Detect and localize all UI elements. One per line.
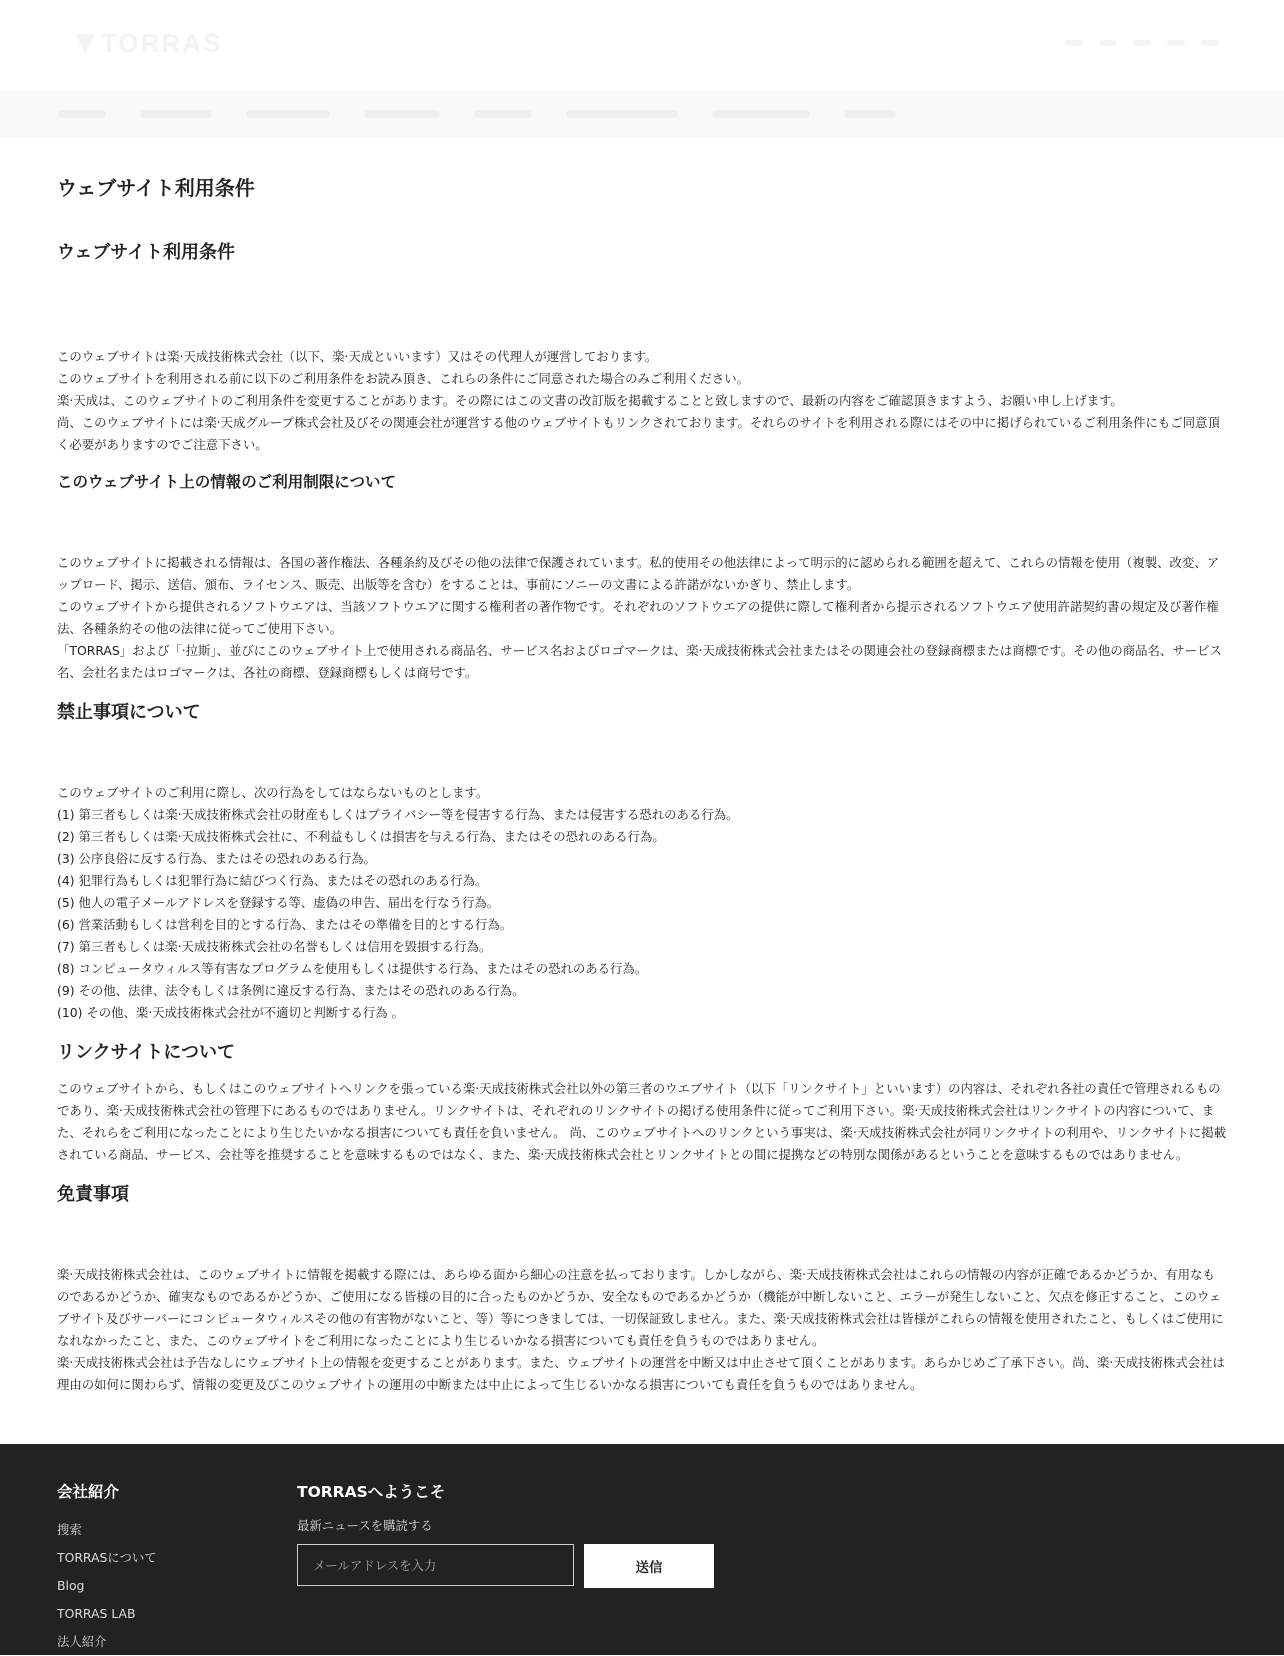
footer-link-about[interactable]: TORRASについて <box>57 1550 157 1565</box>
disclaimer-paragraph: 楽‧天成技術株式会社は、このウェブサイトに情報を掲載する際には、あらゆる面から細心の注意を払っております。しかしながら、楽‧天成技術株式会社はこれらの情報の内容が正確であるかどうか、有用なものであるかどうか、確実なものであるかどうか、ご使用になる皆様の目的に合ったものかどうか、安全なものであるかどうか（機能が中断しないこと、エラーが発生しないこと、欠点を修正すること、このウェブサイト及びサーバーにコンピュータウィルスその他の有害物がないこと、等）等につきましては、一切保証致しません。また、楽‧天成技術株式会社は皆様がこれらの情報を使用されたこと、もしくはご使用になれなかったこと、また、このウェブサイトをご利用になったことにより生じるいかなる損害についても責任を負うものではありません。 <box>57 1267 1224 1348</box>
terms-content <box>0 138 1284 1396</box>
nav-item[interactable] <box>246 110 330 118</box>
nav-item[interactable] <box>474 110 532 118</box>
footer-link-blog[interactable]: Blog <box>57 1578 85 1593</box>
intro-paragraph: 楽‧天成は、このウェブサイトのご利用条件を変更することがあります。その際にはこの文書の改訂版を掲載することと致しますので、最新の内容をご確認頂きますよう、お願い申し上げます。 <box>57 393 1123 408</box>
disclaimer-paragraph: 楽‧天成技術株式会社は予告なしにウェブサイト上の情報を変更することがあります。また、ウェブサイトの運営を中断又は中止させて頂くことがあります。あらかじめご了承下さい。尚、楽‧天成技術株式会社は理由の如何に関わらず、情報の変更及びこのウェブサイトの運用の中断または中止によって生じるいかなる損害についても責任を負うものではありません。 <box>57 1355 1225 1392</box>
prohibited-item: (3) 公序良俗に反する行為、またはその恐れのある行為。 <box>57 851 376 866</box>
site-header <box>0 0 1284 90</box>
section-title-usage: このウェブサイト上の情報のご利用制限について <box>57 473 396 491</box>
intro-paragraph: このウェブサイトを利用される前に以下のご利用条件をお読み頂き、これらの条件にご同意された場合のみご利用ください。 <box>57 371 750 386</box>
prohibited-item: (6) 営業活動もしくは営利を目的とする行為、またはその準備を目的とする行為。 <box>57 917 513 932</box>
footer-company-column <box>57 1480 157 1656</box>
prohibited-item: (5) 他人の電子メールアドレスを登録する等、虚偽の申告、届出を行なう行為。 <box>57 895 500 910</box>
email-input[interactable] <box>297 1544 574 1586</box>
nav-item[interactable] <box>844 110 896 118</box>
page-title: ウェブサイト利用条件 <box>57 176 255 200</box>
section-title-terms: ウェブサイト利用条件 <box>57 242 236 263</box>
nav-item[interactable] <box>58 110 106 118</box>
nav-item[interactable] <box>566 110 678 118</box>
links-paragraph: このウェブサイトから、もしくはこのウェブサイトへリンクを張っている楽‧天成技術株式会社以外の第三者のウエブサイト（以下「リンクサイト」といいます）の内容は、それぞれ各社の責任で管理されるものであり、楽‧天成技術株式会社の管理下にあるものではありません。リンクサイトは、それぞれのリンクサイトの掲げる使用条件に従ってご利用下さい。楽‧天成技術株式会社はリンクサイトの内容について、また、それらをご利用になったことにより生じたいかなる損害についても責任を負いません。 尚、このウェブサイトへのリンクという事実は、楽‧天成技術株式会社が同リンクサイトの利用や、リンクサイトに掲載されている商品、サービス、会社等を推奨することを意味するものではなく、また、楽‧天成技術株式会社とリンクサイトとの間に提携などの特別な関係があるということを意味するものではありません。 <box>57 1081 1226 1162</box>
site-logo[interactable] <box>75 28 222 59</box>
logo-mark-icon <box>75 34 95 54</box>
footer-link-lab[interactable]: TORRAS LAB <box>57 1606 136 1621</box>
subscribe-form <box>297 1544 714 1588</box>
section-title-disclaimer: 免責事項 <box>57 1184 129 1205</box>
main-nav <box>0 90 1284 138</box>
prohibited-item: (4) 犯罪行為もしくは犯罪行為に結びつく行為、またはその恐れのある行為。 <box>57 873 488 888</box>
logo-text: TORRAS <box>101 28 223 58</box>
menu-icon[interactable] <box>1201 40 1219 46</box>
prohibited-item: (1) 第三者もしくは楽‧天成技術株式会社の財産もしくはプライバシー等を侵害する行為、または侵害する恐れのある行為。 <box>57 807 739 822</box>
nav-item[interactable] <box>712 110 810 118</box>
footer-newsletter <box>297 1480 714 1588</box>
nav-item[interactable] <box>364 110 440 118</box>
prohibited-item: (10) その他、楽‧天成技術株式会社が不適切と判断する行為 。 <box>57 1005 405 1020</box>
intro-paragraph: このウェブサイトは楽‧天成技術株式会社（以下、楽‧天成といいます）又はその代理人が運営しております。 <box>57 349 658 364</box>
prohibited-item: (2) 第三者もしくは楽‧天成技術株式会社に、不利益もしくは損害を与える行為、またはその恐れのある行為。 <box>57 829 665 844</box>
section-title-links: リンクサイトについて <box>57 1042 236 1063</box>
prohibited-item: (7) 第三者もしくは楽‧天成技術株式会社の名誉もしくは信用を毀損する行為。 <box>57 939 492 954</box>
footer-link-search[interactable]: 搜索 <box>57 1522 82 1537</box>
nav-item[interactable] <box>140 110 212 118</box>
usage-paragraph: このウェブサイトから提供されるソフトウエアは、当該ソフトウエアに関する権利者の著作物です。それぞれのソフトウエアの提供に際して権利者から提示されるソフトウエア使用許諾契約書の規定及び著作権法、各種条約その他の法律に従ってご使用下さい。 <box>57 599 1219 636</box>
site-footer <box>0 1444 1284 1655</box>
section-title-prohibited: 禁止事項について <box>57 702 201 723</box>
prohibited-item: (8) コンピュータウィルス等有害なプログラムを使用もしくは提供する行為、またはその恐れのある行為。 <box>57 961 648 976</box>
prohibited-intro: このウェブサイトのご利用に際し、次の行為をしてはならないものとします。 <box>57 785 489 800</box>
language-icon[interactable] <box>1133 40 1151 46</box>
prohibited-item: (9) その他、法律、法令もしくは条例に違反する行為、またはその恐れのある行為。 <box>57 983 525 998</box>
footer-link-corporate[interactable]: 法人紹介 <box>57 1634 107 1649</box>
account-icon[interactable] <box>1065 40 1083 46</box>
send-button[interactable]: 送信 <box>584 1544 714 1588</box>
search-icon[interactable] <box>1099 40 1117 46</box>
intro-paragraph: 尚、このウェブサイトには楽‧天成グループ株式会社及びその関連会社が運営する他のウェブサイトもリンクされております。それらのサイトを利用される際にはその中に掲げられているご利用条件にもご同意頂く必要がありますのでご注意下さい。 <box>57 415 1220 452</box>
cart-icon[interactable] <box>1167 40 1185 46</box>
usage-paragraph: このウェブサイトに掲載される情報は、各国の著作権法、各種条約及びその他の法律で保護されています。私的使用その他法律によって明示的に認められる範囲を超えて、これらの情報を使用（複製、改変、アップロード、掲示、送信、頒布、ライセンス、販売、出版等を含む）をすることは、事前にソニーの文書による許諾がないかぎり、禁止します。 <box>57 555 1220 592</box>
header-actions <box>1065 40 1219 46</box>
newsletter-subtitle: 最新ニュースを購読する <box>297 1518 433 1533</box>
usage-paragraph: 「TORRAS」および「‧拉斯」、並びにこのウェブサイト上で使用される商品名、サービス名およびロゴマークは、楽‧天成技術株式会社またはその関連会社の登録商標または商標です。その他の商品名、サービス名、会社名またはロゴマークは、各社の商標、登録商標もしくは商号です。 <box>57 643 1222 680</box>
footer-company-heading: 会社紹介 <box>57 1483 120 1501</box>
newsletter-heading: TORRASへようこそ <box>297 1483 446 1501</box>
